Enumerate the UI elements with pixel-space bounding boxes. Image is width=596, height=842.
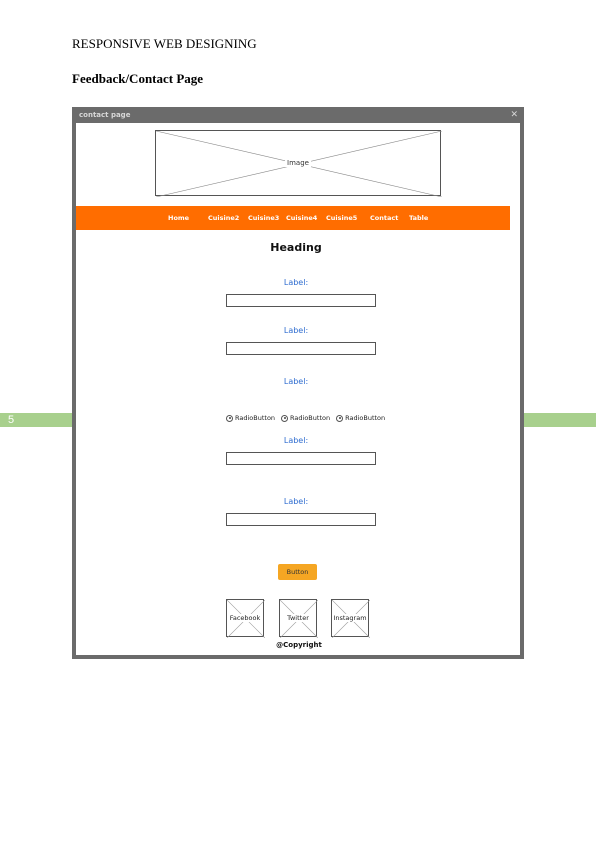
nav-item-contact[interactable]: Contact: [370, 214, 399, 222]
navigation-bar: [76, 206, 510, 230]
close-icon[interactable]: ✕: [510, 110, 518, 120]
nav-item-cuisine2[interactable]: Cuisine2: [208, 214, 240, 222]
field-label-4: Label:: [283, 436, 309, 445]
document-header: RESPONSIVE WEB DESIGNING: [72, 36, 257, 51]
text-input-1[interactable]: [226, 294, 376, 307]
page-number: 5: [8, 414, 15, 426]
nav-item-cuisine5[interactable]: Cuisine5: [326, 214, 358, 222]
radio-selected-icon: [281, 415, 288, 422]
twitter-label: Twitter: [287, 614, 309, 622]
facebook-link[interactable]: [226, 599, 264, 637]
nav-item-cuisine4[interactable]: Cuisine4: [286, 214, 318, 222]
radio-group: [226, 414, 385, 422]
wireframe-content: [76, 123, 520, 655]
radio-option-label: RadioButton: [290, 414, 331, 422]
radio-option-3[interactable]: [336, 414, 385, 422]
facebook-label: Facebook: [229, 614, 261, 622]
nav-item-table[interactable]: Table: [409, 214, 429, 222]
form-heading: Heading: [270, 241, 322, 254]
radio-selected-icon: [226, 415, 233, 422]
radio-option-2[interactable]: [281, 414, 330, 422]
nav-item-cuisine3[interactable]: Cuisine3: [248, 214, 280, 222]
text-input-4[interactable]: [226, 513, 376, 526]
radio-option-label: RadioButton: [345, 414, 386, 422]
radio-selected-icon: [336, 415, 343, 422]
document-title: Feedback/Contact Page: [72, 71, 204, 86]
window-title: contact page: [79, 111, 131, 119]
twitter-link[interactable]: [279, 599, 317, 637]
text-input-3[interactable]: [226, 452, 376, 465]
field-label-2: Label:: [283, 326, 309, 335]
instagram-label: Instagram: [333, 614, 367, 622]
nav-item-home[interactable]: Home: [168, 214, 190, 222]
text-input-2[interactable]: [226, 342, 376, 355]
window-titlebar: [76, 107, 520, 123]
radio-option-label: RadioButton: [235, 414, 276, 422]
instagram-link[interactable]: [331, 599, 369, 637]
field-label-3: Label:: [283, 377, 309, 386]
hero-image-label: Image: [287, 159, 309, 167]
hero-image-placeholder: [155, 130, 441, 196]
wireframe-window: [72, 107, 524, 659]
radio-option-1[interactable]: [226, 414, 275, 422]
field-label-1: Label:: [283, 278, 309, 287]
copyright-text: @Copyright: [276, 641, 322, 649]
submit-button[interactable]: Button: [278, 564, 317, 580]
field-label-5: Label:: [283, 497, 309, 506]
page-number-band-right: [523, 413, 596, 427]
